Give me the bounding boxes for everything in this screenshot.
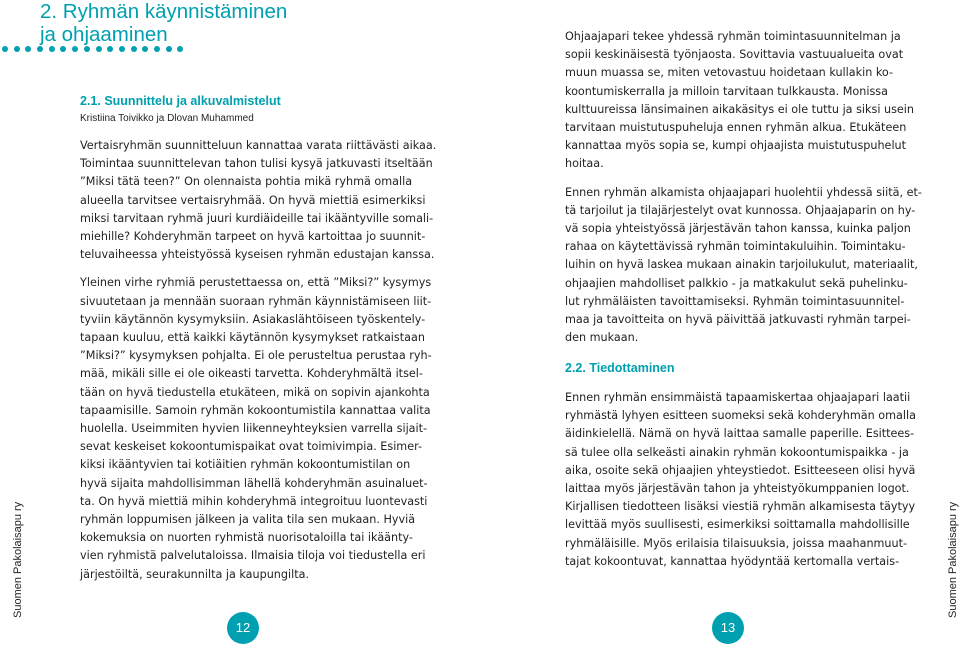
text-line: hyvä sijaita mahdollisimman lähellä kohderyhmän asuinaluet- (80, 476, 428, 490)
text-line: kiksi ikääntyvien tai kotiäitien ryhmän kokoontumistilan on (80, 458, 411, 472)
rule-dot (25, 46, 31, 52)
text-line: lut ryhmäläisten tavoittamiseksi. Ryhmän toimintasuunnitel- (565, 294, 905, 308)
text-line: maa ja tavoitteita on hyvä päivittää jatkuvasti ryhmän tarpei- (565, 313, 911, 327)
rule-dot (177, 46, 183, 52)
text-line: hoitaa. (565, 157, 604, 171)
text-line: luihin on hyvä laskea mukaan ainakin tarjoilukulut, materiaalit, (565, 258, 918, 272)
text-line: Ennen ryhmän alkamista ohjaajapari huolehtii yhdessä siitä, et- (565, 185, 922, 199)
text-line: kannattaa myös sopia se, kumpi ohjaajista muistutuspuhelut (565, 139, 907, 153)
text-line: tajat kokoontuvat, kannattaa hyödyntää kertomalla vertais- (565, 554, 900, 568)
paragraph (565, 184, 922, 348)
chapter-title-line-2: ja ohjaaminen (40, 23, 168, 46)
text-line: rahaa on käytettävissä ryhmän toimintakuluihin. Toimintaku- (565, 240, 906, 254)
text-line: sopii keskinäisestä työnjaosta. Sovittavia vastuualueita ovat (565, 48, 904, 62)
text-line: tapaan kuuluu, että kaikki käytännön kysymykset ratkaistaan (80, 331, 425, 345)
text-line: kokemuksia on nuorten ryhmistä nuorisotaloilla tai ikäänty- (80, 531, 413, 545)
text-line: laittaa myös järjestävän tahon ja yhteistyökumppanien logot. (565, 482, 910, 496)
text-line: Ennen ryhmän ensimmäistä tapaamiskertaa ohjaajapari laatii (565, 391, 911, 404)
text-line: tyviin käytännön kysymyksiin. Asiakaslähtöiseen työskentely- (80, 312, 426, 326)
rule-dot (142, 46, 148, 52)
rule-dot (2, 46, 8, 52)
text-line: järjestöiltä, seurakunnilta ja kaupungilta. (80, 567, 310, 581)
authors: Kristiina Toivikko ja Dlovan Muhammed (80, 113, 254, 124)
text-line: tä tarjoilut ja tilajärjestelyt ovat kunnossa. Ohjaajaparin on hy- (565, 203, 916, 217)
section-title-2-2: 2.2. Tiedottaminen (565, 361, 675, 375)
rule-dot (84, 46, 90, 52)
text-line: tään on hyvä tiedustella etukäteen, mikä on sopivin ajankohta (80, 385, 430, 399)
right-body-text (565, 28, 922, 347)
left-body-text (80, 137, 437, 584)
text-line: ohjaajien mahdolliset palkkio - ja matkakulut sekä puhelinku- (565, 276, 908, 290)
text-line: sivuutetaan ja mennään suoraan ryhmän käynnistämiseen liit- (80, 294, 432, 308)
text-line: den mukaan. (565, 331, 639, 345)
right-page (480, 0, 960, 645)
rule-dot (60, 46, 66, 52)
text-line: äidinkielellä. Nämä on hyvä laittaa samalle paperille. Esittees- (565, 427, 915, 441)
rule-dot (96, 46, 102, 52)
text-line: ta. On hyvä miettiä mihin kohderyhmä integroituu luontevasti (80, 494, 428, 508)
rule-dot (119, 46, 125, 52)
rule-dot (72, 46, 78, 52)
dotted-rule (2, 46, 189, 52)
page-number-right: 13 (712, 612, 744, 644)
text-line: kulttuureissa länsimainen aikakäsitys ei ole tuttu ja siksi usein (565, 102, 915, 116)
text-line: Yleinen virhe ryhmiä perustettaessa on, että ”Miksi?” kysymys (80, 276, 432, 290)
rule-dot (166, 46, 172, 52)
rule-dot (107, 46, 113, 52)
text-line: Toimintaa suunnittelevan tahon tulisi kysyä jatkuvasti itseltään (80, 157, 433, 171)
text-line: huolella. Useimmiten hyvien liikenneyhteyksien varrella sijait- (80, 422, 428, 436)
paragraph (80, 137, 437, 264)
text-line: ryhmäläisille. Myös erilaisia tilaisuuksia, joissa maahanmuut- (565, 536, 908, 550)
paragraph (80, 274, 432, 583)
rule-dot (49, 46, 55, 52)
right-body-text-2 (565, 389, 916, 571)
rule-dot (14, 46, 20, 52)
chapter-title-line-1: 2. Ryhmän käynnistäminen (40, 0, 288, 23)
text-line: vä sopia yhteistyössä järjestävän tahon kanssa, kuinka paljon (565, 222, 911, 236)
chapter-title (40, 0, 287, 46)
text-line: alueella tarvitsee vertaisryhmää. On hyvä miettiä esimerkiksi (80, 193, 426, 207)
text-line: miksi tarvitaan ryhmä juuri kurdiäideille tai ikääntyville somali- (80, 211, 434, 225)
text-line: Ohjaajapari tekee yhdessä ryhmän toimintasuunnitelman ja (565, 30, 901, 43)
text-line: mää, mikäli sille ei ole oikeasti tarvetta. Kohderyhmältä itsel- (80, 367, 423, 381)
text-line: miehille? Kohderyhmän tarpeet on hyvä kartoittaa jo suunnit- (80, 230, 426, 244)
text-line: levittää myös suullisesti, esimerkiksi soittamalla mahdollisille (565, 518, 910, 532)
text-line: sä tulee olla selkeästi ainakin ryhmän kokoontumispaikka - ja (565, 445, 909, 459)
text-line: ”Miksi tätä teen?” On olennaista pohtia mikä ryhmä omalla (80, 175, 413, 189)
text-line: ryhmästä lyhyen esitteen suomeksi sekä kohderyhmän omalla (565, 409, 916, 423)
section-title-2-1: 2.1. Suunnittelu ja alkuvalmistelut (80, 94, 281, 108)
page-number-left: 12 (227, 612, 259, 644)
text-line: Kirjallisen tiedotteen lisäksi viestiä ryhmän alkamisesta täytyy (565, 500, 916, 514)
text-line: vien ryhmistä palvelutaloissa. Ilmaisia tiloja voi tiedustella eri (80, 549, 426, 563)
side-label-left: Suomen Pakolaisapu ry (12, 501, 24, 618)
side-label-right: Suomen Pakolaisapu ry (947, 501, 959, 618)
paragraph (565, 389, 916, 571)
text-line: sevat keskeiset kokoontumispaikat ovat toimivimpia. Esimer- (80, 440, 423, 454)
text-line: aika, osoite sekä ohjaajien yhteystiedot. Esitteeseen olisi hyvä (565, 463, 916, 477)
text-line: ryhmän loppumisen jälkeen ja valita tila sen mukaan. Hyviä (80, 513, 416, 527)
rule-dot (37, 46, 43, 52)
paragraph (565, 28, 915, 174)
text-line: Vertaisryhmän suunnitteluun kannattaa varata riittävästi aikaa. (80, 139, 437, 152)
text-line: muun muassa se, miten vetovastuu hoidetaan kullakin ko- (565, 66, 894, 80)
rule-dot (131, 46, 137, 52)
text-line: ”Miksi?” kysymyksen pohjalta. Ei ole perusteltua perustaa ryh- (80, 349, 432, 363)
rule-dot (154, 46, 160, 52)
text-line: tapaamisille. Samoin ryhmän kokoontumistila kannattaa valita (80, 403, 431, 417)
text-line: koontumiskerralla ja milloin tarvitaan tulkkausta. Monissa (565, 84, 888, 98)
text-line: teluvaiheessa yhteistyössä kyseisen ryhmän edustajan kanssa. (80, 248, 435, 262)
text-line: tarvitaan muistutuspuheluja ennen ryhmän alkua. Etukäteen (565, 121, 907, 135)
